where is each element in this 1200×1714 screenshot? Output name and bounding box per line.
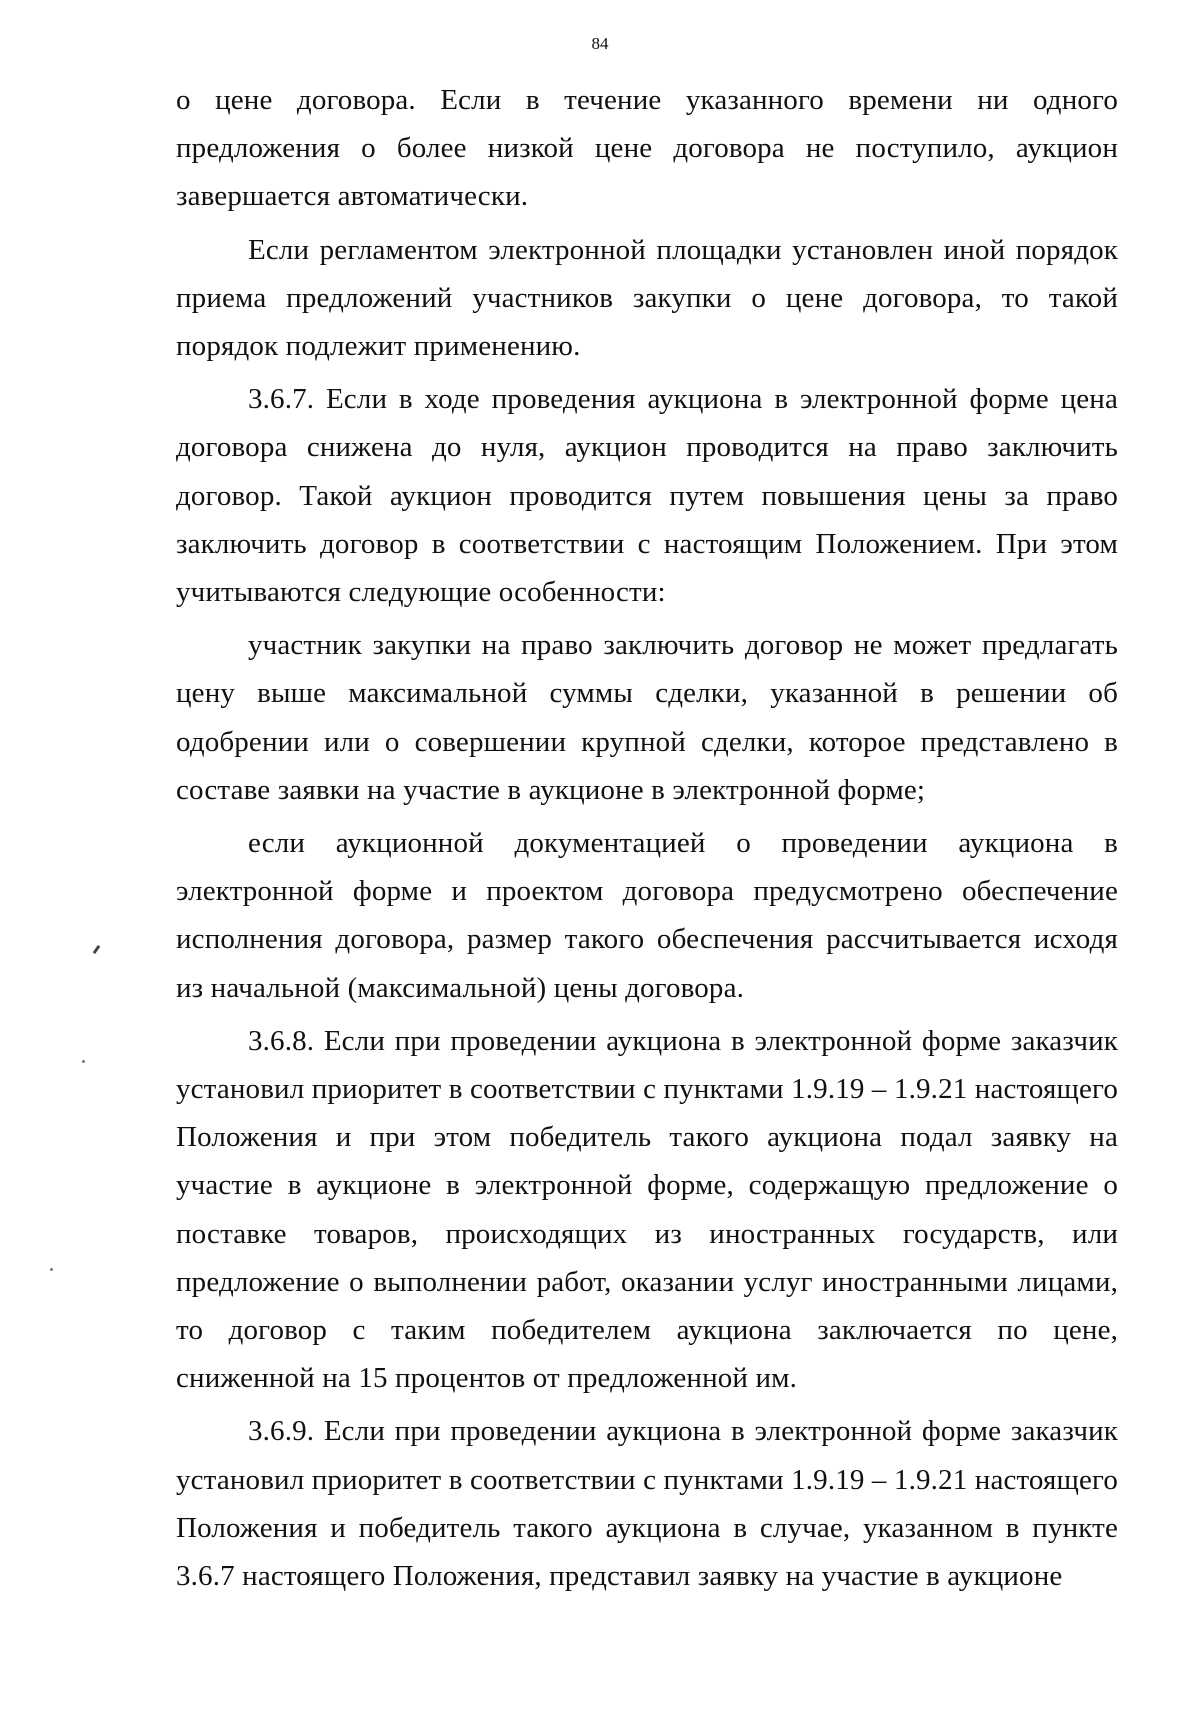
paragraph-3-6-9: 3.6.9. Если при проведении аукциона в электронной форме заказчик установил приоритет в соответствии с пунктами 1.9.19 – 1.9.21 настоящего Положения и победитель такого аукциона в случае, указанном в пункте 3.6.7 настоящего Положения, представил заявку на участие в аукционе <box>176 1415 1118 1593</box>
page-number: 84 <box>591 34 609 53</box>
document-body <box>176 76 1118 1600</box>
paragraph-continuation: о цене договора. Если в течение указанного времени ни одного предложения о более низкой цене договора не поступило, аукцион завершается автоматически. <box>176 84 1118 213</box>
paragraph-3-6-8: 3.6.8. Если при проведении аукциона в электронной форме заказчик установил приоритет в соответствии с пунктами 1.9.19 – 1.9.21 настоящего Положения и при этом победитель такого аукциона подал заявку на участие в аукционе в электронной форме, содержащую предложение о поставке товаров, происходящих из иностранных государств, или предложение о выполнении работ, оказании услуг иностранными лицами, то договор с таким победителем аукциона заключается по цене, сниженной на 15 процентов от предложенной им. <box>176 1024 1118 1395</box>
paragraph-participant-price-limit: участник закупки на право заключить договор не может предлагать цену выше максимальной суммы сделки, указанной в решении об одобрении или о совершении крупной сделки, которое представлено в составе заявки на участие в аукционе в электронной форме; <box>176 629 1118 806</box>
scan-artifact-tick <box>93 945 101 954</box>
scan-artifact-dot <box>82 1060 85 1063</box>
paragraph-regulation-order: Если регламентом электронной площадки установлен иной порядок приема предложений участников закупки о цене договора, то такой порядок подлежит применению. <box>176 233 1118 363</box>
scan-artifact-dot <box>50 1268 53 1271</box>
paragraph-performance-security: если аукционной документацией о проведении аукциона в электронной форме и проектом договора предусмотрено обеспечение исполнения договора, размер такого обеспечения рассчитывается исходя из начальной (максимальной) цены договора. <box>176 827 1118 1004</box>
paragraph-3-6-7: 3.6.7. Если в ходе проведения аукциона в электронной форме цена договора снижена до нуля, аукцион проводится на право заключить договор. Такой аукцион проводится путем повышения цены за право заключить договор в соответствии с настоящим Положением. При этом учитываются следующие особенности: <box>176 383 1118 609</box>
